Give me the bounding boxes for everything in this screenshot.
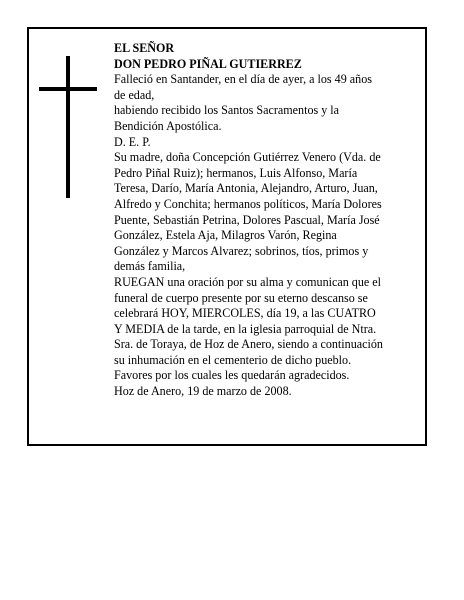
- notice-body-line: demás familia,: [114, 259, 186, 274]
- notice-body-line: Bendición Apostólica.: [114, 118, 222, 133]
- notice-title-line-1: EL SEÑOR: [114, 41, 175, 55]
- notice-body-line: de edad,: [114, 87, 155, 102]
- notice-body-line: su inhumación en el cementerio de dicho pueblo.: [114, 352, 352, 367]
- notice-title-line-2: DON PEDRO PIÑAL GUTIERREZ: [114, 56, 302, 71]
- notice-body-line: Su madre, doña Concepción Gutiérrez Venero (Vda. de: [114, 150, 381, 165]
- cross-vertical-bar: [66, 56, 70, 198]
- notice-body-line: celebrará HOY, MIERCOLES, día 19, a las CUATRO: [114, 306, 376, 321]
- notice-body-line: González, Estela Aja, Milagros Varón, Regina: [114, 228, 337, 243]
- notice-body-line: Puente, Sebastián Petrina, Dolores Pascual, María José: [114, 212, 380, 227]
- notice-body-line: Falleció en Santander, en el día de ayer, a los 49 años: [114, 72, 372, 87]
- notice-body-line: Teresa, Darío, María Antonia, Alejandro, Arturo, Juan,: [114, 181, 378, 196]
- notice-body-line: Favores por los cuales les quedarán agradecidos.: [114, 368, 350, 383]
- notice-body-line: Hoz de Anero, 19 de marzo de 2008.: [114, 384, 292, 399]
- notice-body-line: Sra. de Toraya, de Hoz de Anero, siendo a continuación: [114, 337, 383, 352]
- notice-body-line: habiendo recibido los Santos Sacramentos y la: [114, 103, 340, 118]
- notice-body-line: D. E. P.: [114, 134, 151, 149]
- notice-text: [114, 41, 424, 400]
- notice-body-line: RUEGAN una oración por su alma y comunican que el: [114, 274, 381, 289]
- notice-body-line: funeral de cuerpo presente por su eterno descanso se: [114, 290, 368, 305]
- notice-body-line: González y Marcos Alvarez; sobrinos, tíos, primos y: [114, 243, 369, 258]
- obituary-notice: [27, 27, 427, 446]
- notice-body-line: Pedro Piñal Ruiz); hermanos, Luis Alfonso, María: [114, 165, 358, 180]
- notice-body-line: Y MEDIA de la tarde, en la iglesia parroquial de Ntra.: [114, 321, 377, 336]
- notice-body-line: Alfredo y Conchita; hermanos políticos, María Dolores: [114, 196, 382, 211]
- cross-horizontal-bar: [39, 87, 97, 91]
- cross-icon: [39, 56, 97, 198]
